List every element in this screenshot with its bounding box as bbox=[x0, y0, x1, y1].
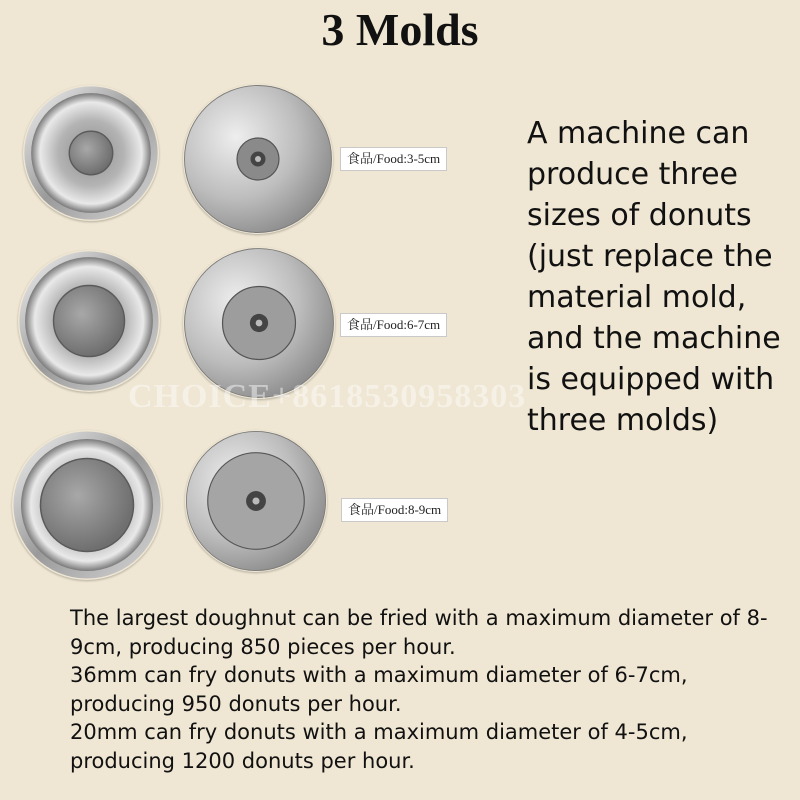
mold-plate-image-large bbox=[185, 430, 327, 572]
mold-bowl-image-small bbox=[23, 85, 159, 221]
mold-bowl-image-medium bbox=[18, 250, 160, 392]
detail-line-6-7cm: 36mm can fry donuts with a maximum diameter of 6-7cm, producing 950 donuts per hour. bbox=[70, 663, 688, 716]
detail-text-block bbox=[70, 604, 795, 775]
mold-plate-image-medium bbox=[183, 247, 335, 399]
detail-line-8-9cm: The largest doughnut can be fried with a maximum diameter of 8-9cm, producing 850 pieces per hour. bbox=[70, 606, 768, 659]
mold-plate-image-small bbox=[183, 84, 333, 234]
size-label-medium: 食品/Food:6-7cm bbox=[340, 313, 447, 337]
watermark-text: CHOICE+8618530958303 bbox=[128, 378, 527, 415]
size-label-small: 食品/Food:3-5cm bbox=[340, 147, 447, 171]
size-label-large: 食品/Food:8-9cm bbox=[341, 498, 448, 522]
page-title: 3 Molds bbox=[321, 4, 479, 55]
description-text: A machine can produce three sizes of donuts (just replace the material mold, and the machine is equipped with three molds) bbox=[527, 116, 781, 438]
detail-line-4-5cm: 20mm can fry donuts with a maximum diameter of 4-5cm, producing 1200 donuts per hour. bbox=[70, 720, 688, 773]
mold-bowl-image-large bbox=[12, 430, 162, 580]
